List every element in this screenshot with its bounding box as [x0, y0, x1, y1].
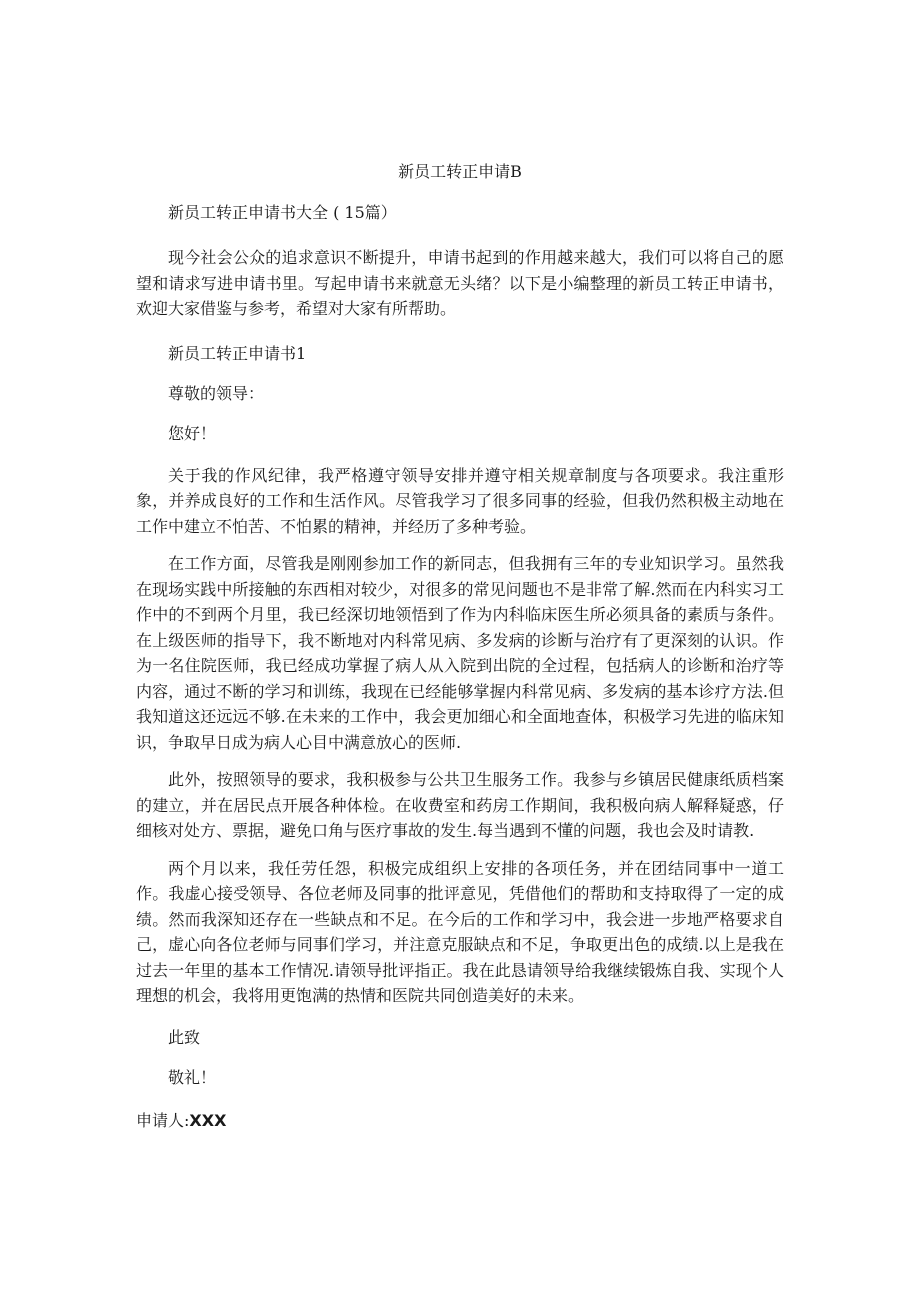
document-title: 新员工转正申请B	[398, 162, 522, 181]
document-body	[136, 202, 784, 1089]
salutation: 尊敬的领导：	[168, 383, 265, 403]
document-subtitle: 新员工转正申请书大全 ( 15篇）	[168, 203, 397, 222]
body-paragraph-public-health: 此外，按照领导的要求，我积极参与公共卫生服务工作。我参与乡镇居民健康纸质档案的建立，并在居民点开展各种体检。在收费室和药房工作期间，我积极向病人解释疑惑，仔细核对处方、票据，避免口角与医疗事故的发生.每当遇到不懂的问题，我也会及时请教.	[136, 770, 784, 840]
body-paragraph-summary: 两个月以来，我任劳任怨，积极完成组织上安排的各项任务，并在团结同事中一道工作。我虚心接受领导、各位老师及同事的批评意见，凭借他们的帮助和支持取得了一定的成绩。然而我深知还存在一些缺点和不足。在今后的工作和学习中，我会进一步地严格要求自己，虚心向各位老师与同事们学习，并注意克服缺点和不足，争取更出色的成绩.以上是我在过去一年里的基本工作情况.请领导批评指正。我在此恳请领导给我继续锻炼自我、实现个人理想的机会，我将用更饱满的热情和医院共同创造美好的未来。	[136, 858, 784, 1005]
closing-salute: 敬礼！	[168, 1067, 217, 1087]
applicant-name: XXX	[189, 1111, 227, 1130]
applicant-line	[136, 1110, 226, 1132]
body-paragraph-work: 在工作方面，尽管我是刚刚参加工作的新同志，但我拥有三年的专业知识学习。虽然我在现场实践中所接触的东西相对较少，对很多的常见问题也不是非常了解.然而在内科实习工作中的不到两个月里，我已经深切地领悟到了作为内科临床医生所必须具备的素质与条件。在上级医师的指导下，我不断地对内科常见病、多发病的诊断与治疗有了更深刻的认识。作为一名住院医师，我已经成功掌握了病人从入院到出院的全过程，包括病人的诊断和治疗等内容，通过不断的学习和训练，我现在已经能够掌握内科常见病、多发病的基本诊疗方法.但我知道这还远远不够.在未来的工作中，我会更加细心和全面地查体，积极学习先进的临床知识，争取早日成为病人心目中满意放心的医师.	[136, 554, 784, 752]
body-paragraph-conduct: 关于我的作风纪律，我严格遵守领导安排并遵守相关规章制度与各项要求。我注重形象，并养成良好的工作和生活作风。尽管我学习了很多同事的经验，但我仍然积极主动地在工作中建立不怕苦、不怕累的精神，并经历了多种考验。	[136, 465, 784, 536]
closing-regards: 此致	[168, 1027, 201, 1047]
intro-paragraph: 现今社会公众的追求意识不断提升，申请书起到的作用越来越大，我们可以将自己的愿望和请求写进申请书里。写起申请书来就意无头绪？以下是小编整理的新员工转正申请书，欢迎大家借鉴与参考，希望对大家有所帮助。	[136, 248, 784, 318]
section-heading: 新员工转正申请书1	[168, 343, 307, 363]
greeting: 您好！	[168, 423, 217, 443]
applicant-label: 申请人:	[136, 1111, 190, 1130]
